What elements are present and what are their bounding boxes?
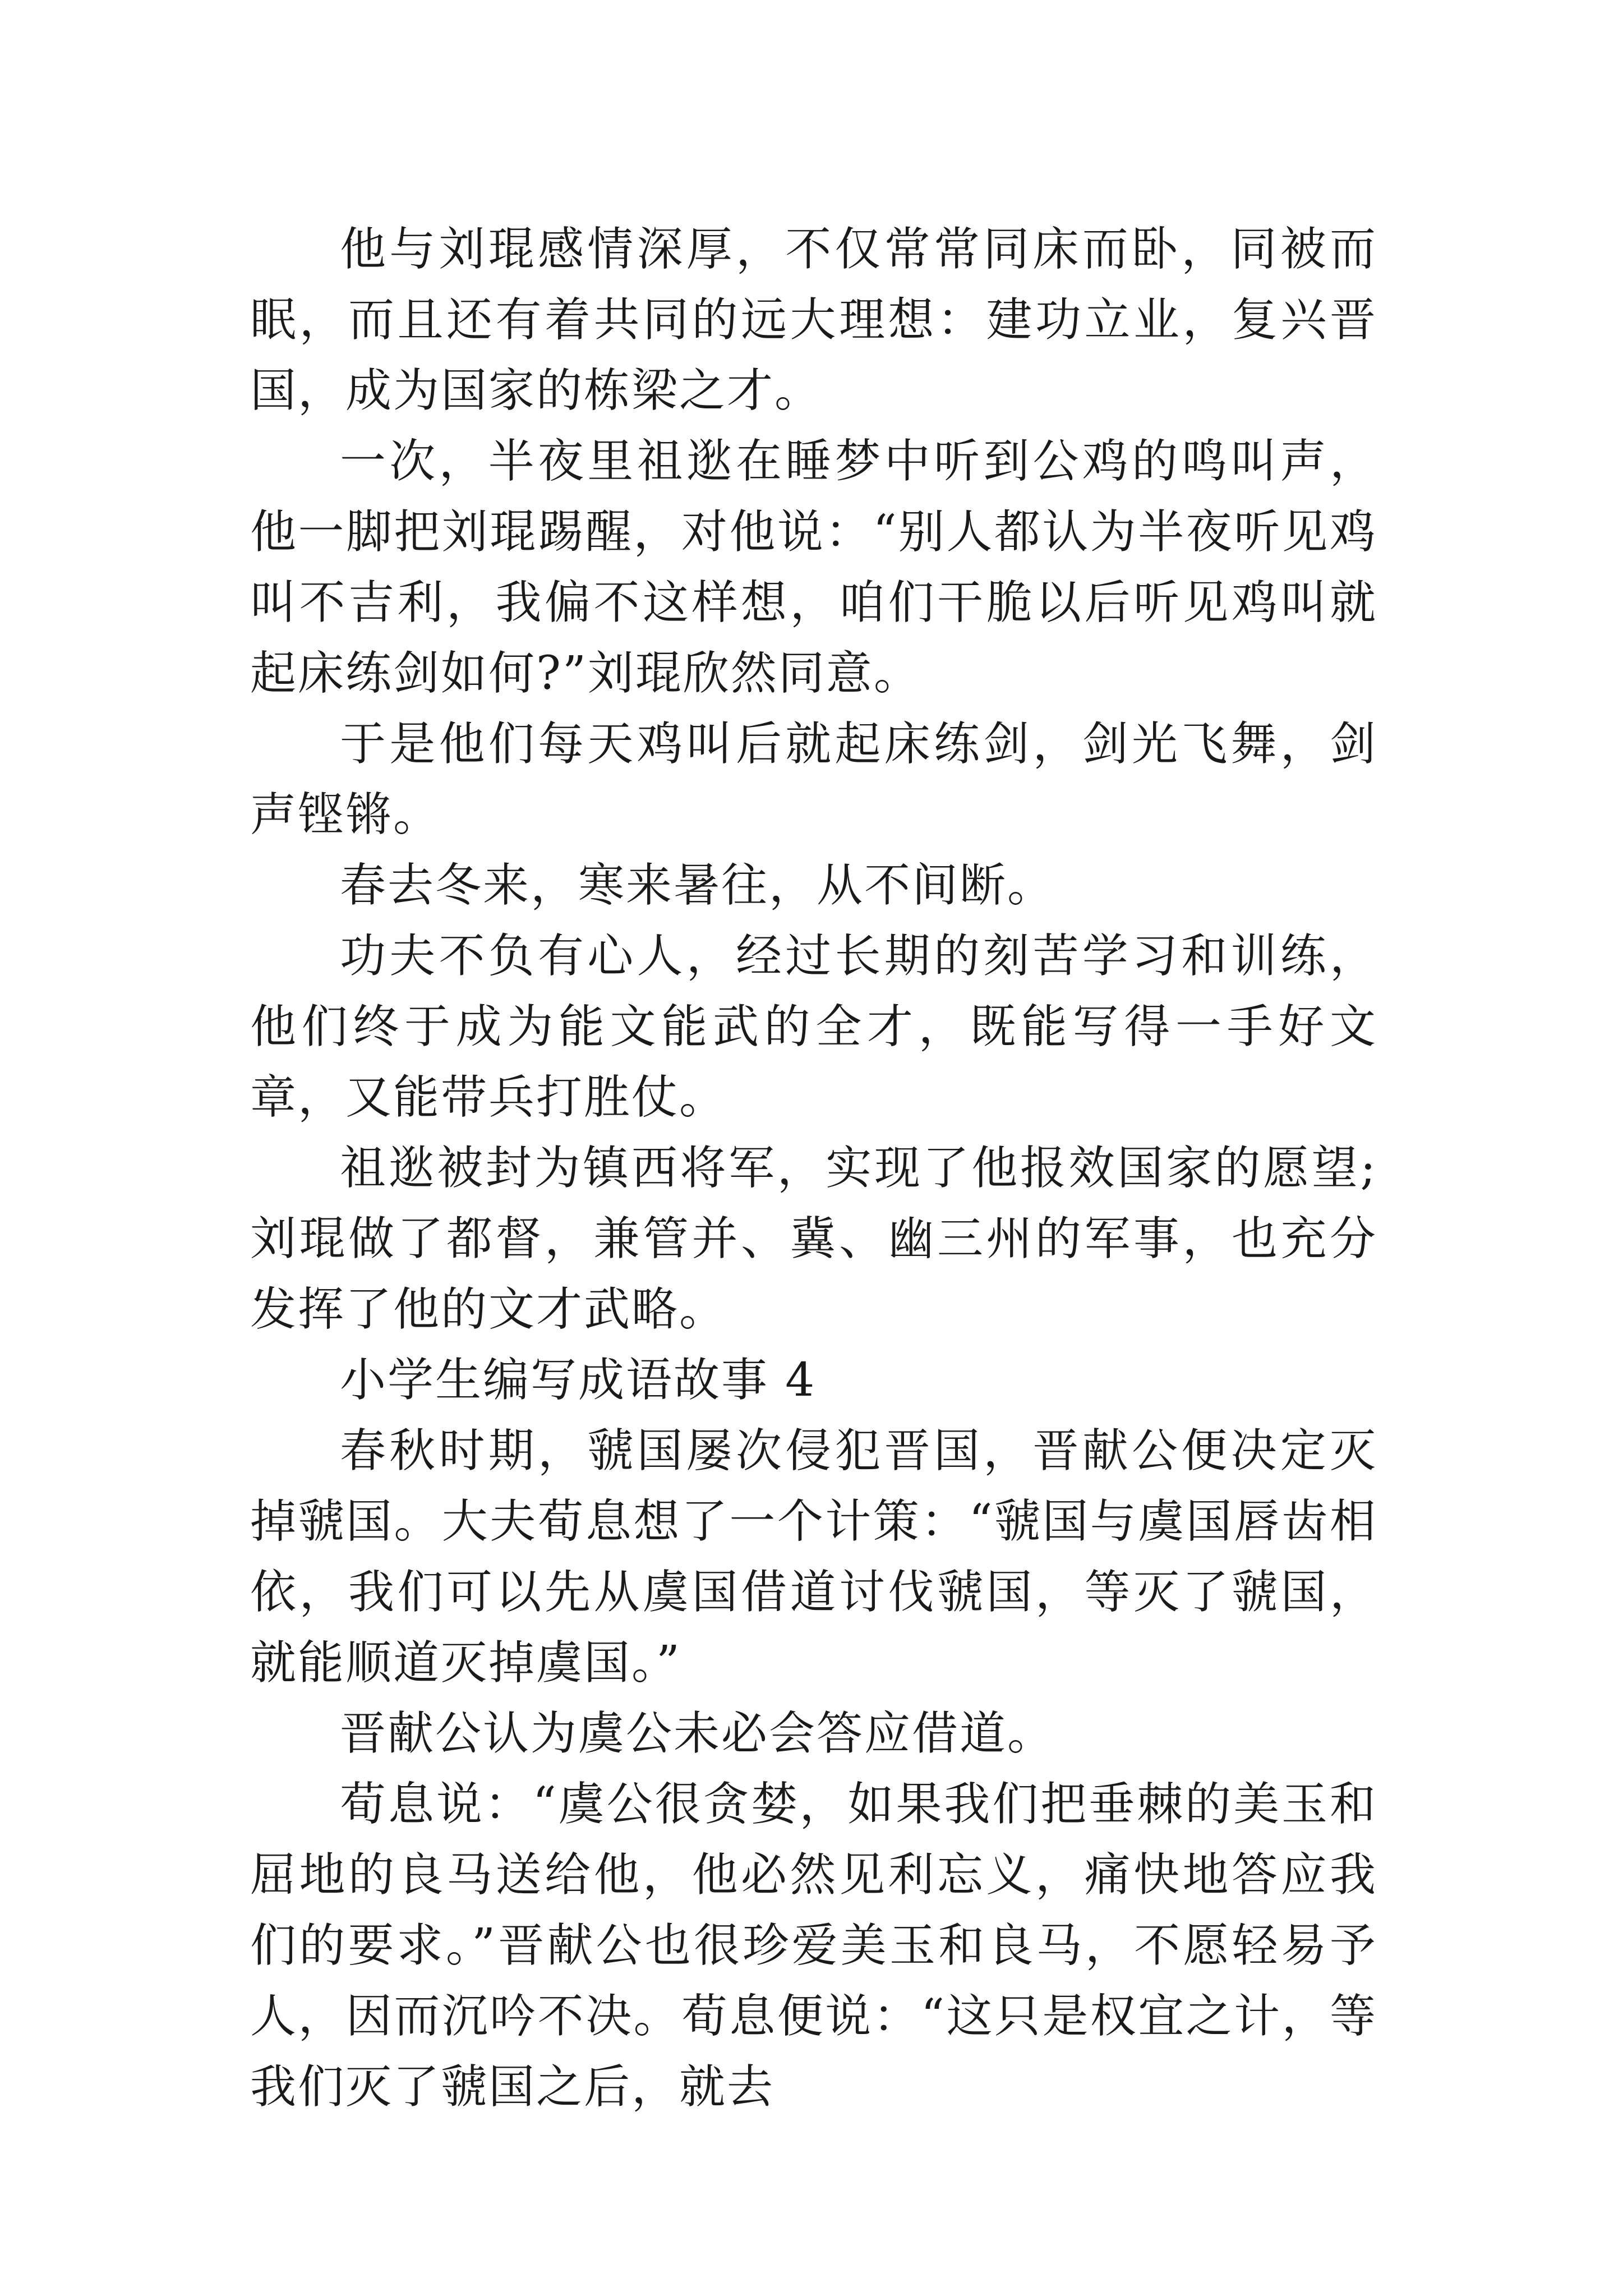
paragraph: 他与刘琨感情深厚，不仅常常同床而卧，同被而眠，而且还有着共同的远大理想：建功立业，复兴晋国，成为国家的栋梁之才。: [250, 223, 1377, 417]
paragraph: 于是他们每天鸡叫后就起床练剑，剑光飞舞，剑声铿锵。: [250, 717, 1377, 841]
paragraph: 春秋时期，虢国屡次侵犯晋国，晋献公便决定灭掉虢国。大夫荀息想了一个计策：“虢国与虞国唇齿相依，我们可以先从虞国借道讨伐虢国，等灭了虢国，就能顺道灭掉虞国。”: [250, 1424, 1377, 1690]
paragraph: 一次，半夜里祖逖在睡梦中听到公鸡的鸣叫声，他一脚把刘琨踢醒，对他说：“别人都认为半夜听见鸡叫不吉利，我偏不这样想，咱们干脆以后听见鸡叫就起床练剑如何?”刘琨欣然同意。: [250, 435, 1377, 700]
paragraph: 春去冬来，寒来暑往，从不间断。: [340, 859, 1055, 912]
paragraph: 功夫不负有心人，经过长期的刻苦学习和训练，他们终于成为能文能武的全才，既能写得一手好文章，又能带兵打胜仗。: [250, 930, 1377, 1124]
paragraph: 祖逖被封为镇西将军，实现了他报效国家的愿望;刘琨做了都督，兼管并、冀、幽三州的军事，也充分发挥了他的文才武略。: [250, 1142, 1377, 1336]
section-heading: 小学生编写成语故事 4: [340, 1354, 817, 1407]
paragraph: 晋献公认为虞公未必会答应借道。: [340, 1707, 1055, 1760]
paragraph: 荀息说：“虞公很贪婪，如果我们把垂棘的美玉和屈地的良马送给他，他必然见利忘义，痛快地答应我们的要求。”晋献公也很珍爱美玉和良马，不愿轻易予人，因而沉吟不决。荀息便说：“这只是权宜之计，等我们灭了虢国之后，就去: [250, 1778, 1377, 2114]
document-body: [250, 214, 1377, 2123]
